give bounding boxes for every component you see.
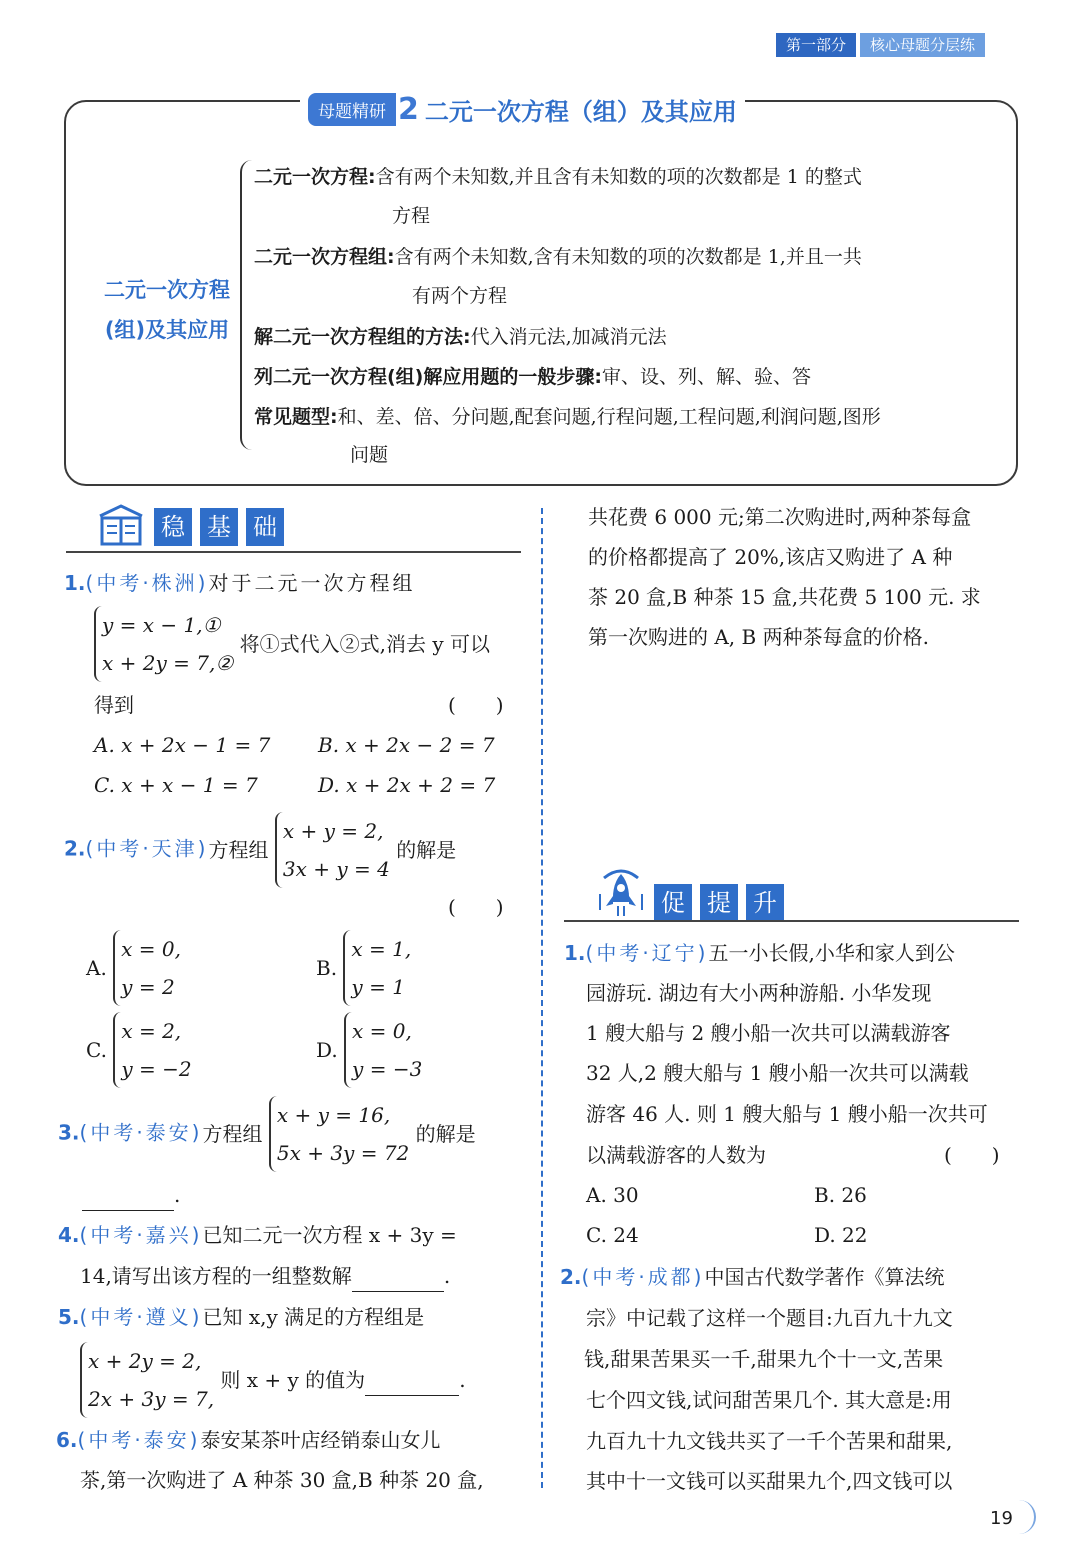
equation: x + y = 16,	[276, 1103, 391, 1127]
option-system	[343, 930, 411, 1006]
summary-desc: 含有两个未知数,并且含有未知数的项的次数都是 1 的整式	[375, 166, 862, 188]
question-number: 3.	[58, 1120, 80, 1145]
summary-item	[254, 362, 811, 389]
equation-system	[275, 812, 390, 888]
question-source: (中考·泰安)	[79, 1120, 203, 1145]
option-system	[113, 930, 181, 1006]
question-text: 以满载游客的人数为	[586, 1143, 766, 1167]
basic-rule	[66, 551, 521, 553]
question-number: 1.	[564, 941, 586, 965]
summary-term: 二元一次方程:	[254, 166, 376, 188]
option-system	[113, 1012, 191, 1088]
question-1	[64, 568, 415, 598]
question-5-system	[80, 1342, 466, 1418]
answer-paren: ( )	[448, 895, 504, 919]
question-4-line2	[80, 1261, 450, 1292]
question-number: 1.	[64, 571, 86, 595]
option-d	[316, 1012, 422, 1088]
equation-system	[269, 1096, 409, 1172]
question-text: 对于二元一次方程组	[208, 571, 416, 595]
improve-char: 促	[654, 884, 692, 922]
answer-paren: ( )	[448, 693, 504, 717]
question-5	[58, 1302, 424, 1332]
summary-term: 常见题型:	[254, 406, 338, 428]
improve-char: 升	[746, 884, 784, 922]
summary-desc: 含有两个未知数,含有未知数的项的次数都是 1,并且一共	[394, 246, 862, 268]
answer-blank-line	[82, 1180, 180, 1211]
question-text: 的解是	[396, 838, 457, 862]
equation: x + 2y = 7,②	[102, 651, 234, 675]
basic-char: 基	[200, 508, 238, 546]
summary-item	[254, 322, 667, 349]
improve-question-1	[564, 938, 955, 968]
equation: x = 1,	[351, 937, 412, 961]
question-text: 得到	[94, 693, 134, 717]
equation: x = 2,	[121, 1019, 182, 1043]
question-text: 钱,甜果苦果买一千,甜果九个十一文,苦果	[584, 1347, 944, 1371]
option-b: B. 26	[814, 1183, 867, 1207]
summary-cont: 方程	[392, 205, 431, 227]
question-text: 园游玩. 湖边有大小两种游船. 小华发现	[586, 981, 932, 1005]
summary-cont: 有两个方程	[412, 285, 508, 307]
question-number: 6.	[56, 1428, 78, 1452]
question-source: (中考·株洲)	[85, 571, 209, 595]
question-text: 方程组	[202, 1122, 263, 1146]
option-label: C.	[86, 1038, 107, 1062]
question-source: (中考·遵义)	[79, 1305, 203, 1329]
summary-desc: 审、设、列、解、验、答	[601, 366, 811, 388]
equation: x = 0,	[352, 1019, 412, 1043]
improve-rule	[564, 920, 1019, 922]
equation: x + 2y = 2,	[88, 1349, 202, 1373]
summary-category-line2: (组)及其应用	[104, 318, 230, 342]
question-text: 14,请写出该方程的一组整数解	[80, 1264, 352, 1288]
question-text: 七个四文钱,试问甜苦果几个. 其大意是:用	[586, 1388, 952, 1412]
question-text: 1 艘大船与 2 艘小船一次共可以满载游客	[586, 1021, 951, 1045]
option-b	[316, 930, 411, 1006]
question-end: .	[443, 1264, 451, 1288]
equation: y = x − 1,①	[102, 613, 221, 637]
summary-category-line1: 二元一次方程	[104, 278, 230, 302]
option-d: D. 22	[814, 1223, 868, 1247]
rocket-icon	[596, 866, 646, 922]
equation: x = 0,	[121, 937, 182, 961]
option-c: C. 24	[586, 1223, 639, 1247]
basic-char: 稳	[154, 508, 192, 546]
equation: 5x + 3y = 72	[276, 1141, 410, 1165]
option-d: D. x + 2x + 2 = 7	[318, 773, 496, 797]
question-2	[64, 812, 456, 888]
question-text: 五一小长假,小华和家人到公	[708, 941, 955, 965]
summary-item	[254, 402, 881, 429]
question-source: (中考·泰安)	[77, 1428, 201, 1452]
question-number: 2.	[64, 836, 86, 861]
equation-system	[94, 606, 233, 682]
improve-section-header	[596, 866, 784, 922]
summary-item	[254, 162, 862, 189]
page-number: 19	[990, 1508, 1013, 1529]
question-text: 游客 46 人. 则 1 艘大船与 1 艘小船一次共可	[586, 1102, 988, 1126]
question-text: 宗》中记载了这样一个题目:九百九十九文	[586, 1306, 953, 1330]
summary-desc: 和、差、倍、分问题,配套问题,行程问题,工程问题,利润问题,图形	[337, 406, 881, 428]
header-part: 第一部分	[776, 33, 856, 57]
question-text: 泰安某茶叶店经销泰山女儿	[200, 1428, 441, 1452]
equation: y = 2	[121, 975, 175, 999]
question-source: (中考·辽宁)	[585, 941, 709, 965]
option-label: D.	[316, 1038, 338, 1062]
summary-badge: 母题精研	[308, 93, 396, 126]
summary-item	[254, 242, 862, 269]
question-text: 已知二元一次方程 x + 3y =	[202, 1223, 457, 1247]
book-icon	[96, 502, 146, 546]
summary-cont: 问题	[350, 444, 389, 466]
option-system	[344, 1012, 422, 1088]
option-c	[86, 1012, 192, 1088]
question-3	[58, 1096, 476, 1172]
question-end: .	[174, 1183, 181, 1207]
summary-term: 二元一次方程组:	[254, 246, 395, 268]
q6-continued: 共花费 6 000 元;第二次购进时,两种茶每盒	[588, 505, 972, 529]
answer-paren: ( )	[944, 1143, 1000, 1167]
q6-continued: 的价格都提高了 20%,该店又购进了 A 种	[588, 545, 953, 569]
summary-title: 二元一次方程（组）及其应用	[424, 97, 737, 126]
question-text: 将①式代入②式,消去 y 可以	[239, 632, 490, 656]
question-text: 已知 x,y 满足的方程组是	[202, 1305, 425, 1329]
improve-question-2	[560, 1262, 944, 1292]
question-source: (中考·天津)	[85, 836, 209, 861]
answer-blank[interactable]	[365, 1365, 459, 1396]
page-corner-arc	[1012, 1500, 1036, 1534]
question-text: 方程组	[208, 838, 269, 862]
question-text: 则 x + y 的值为	[220, 1368, 366, 1392]
option-label: A.	[86, 956, 107, 980]
basic-char: 础	[246, 508, 284, 546]
question-source: (中考·嘉兴)	[79, 1223, 203, 1247]
option-c: C. x + x − 1 = 7	[94, 773, 258, 797]
summary-term: 列二元一次方程(组)解应用题的一般步骤:	[254, 366, 602, 388]
equation: x + y = 2,	[282, 819, 384, 843]
header-section: 核心母题分层练	[860, 33, 985, 57]
question-number: 5.	[58, 1305, 80, 1329]
option-a: A. x + 2x − 1 = 7	[94, 733, 271, 757]
question-text: 的解是	[415, 1122, 476, 1146]
summary-number: 2	[398, 91, 419, 127]
q6-continued: 第一次购进的 A, B 两种茶每盒的价格.	[588, 625, 929, 649]
option-label: B.	[316, 956, 338, 980]
q6-continued: 茶 20 盒,B 种茶 15 盒,共花费 5 100 元. 求	[588, 585, 981, 609]
question-number: 2.	[560, 1265, 582, 1289]
option-b: B. x + 2x − 2 = 7	[318, 733, 495, 757]
question-6	[56, 1425, 440, 1455]
equation-system	[80, 1342, 214, 1418]
answer-blank[interactable]	[82, 1180, 174, 1211]
summary-desc: 代入消元法,加减消元法	[470, 326, 667, 348]
question-end: .	[459, 1368, 466, 1392]
question-1-system	[94, 606, 490, 682]
summary-title-banner	[300, 90, 745, 128]
equation: 3x + y = 4	[282, 857, 390, 881]
equation: y = −3	[352, 1057, 423, 1081]
question-text: 中国古代数学著作《算法统	[704, 1265, 945, 1289]
question-text: 茶,第一次购进了 A 种茶 30 盒,B 种茶 20 盒,	[80, 1468, 484, 1492]
question-source: (中考·成都)	[581, 1265, 705, 1289]
question-number: 4.	[58, 1223, 80, 1247]
question-text: 九百九十九文钱共买了一千个苦果和甜果,	[586, 1429, 953, 1453]
column-divider	[541, 508, 543, 1488]
question-text: 32 人,2 艘大船与 1 艘小船一次共可以满载	[586, 1061, 969, 1085]
option-a	[86, 930, 181, 1006]
equation: 2x + 3y = 7,	[88, 1387, 215, 1411]
equation: y = −2	[121, 1057, 192, 1081]
question-4	[58, 1220, 457, 1250]
improve-char: 提	[700, 884, 738, 922]
option-a: A. 30	[586, 1183, 639, 1207]
basic-section-header	[96, 502, 284, 546]
question-text: 其中十一文钱可以买甜果九个,四文钱可以	[586, 1469, 953, 1493]
answer-blank[interactable]	[352, 1261, 444, 1292]
equation: y = 1	[351, 975, 405, 999]
header-tabs	[776, 33, 985, 57]
summary-term: 解二元一次方程组的方法:	[254, 326, 471, 348]
